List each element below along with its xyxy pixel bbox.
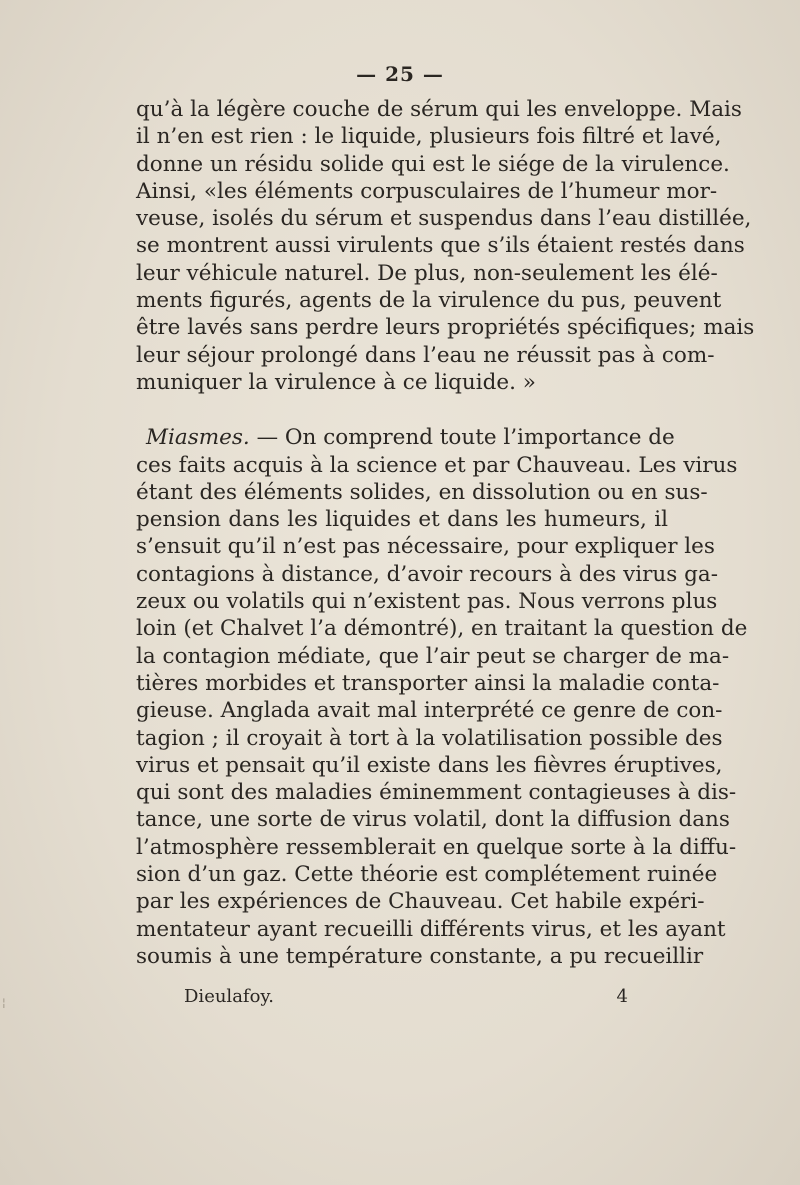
- signature-mark: Dieulafoy.: [184, 986, 274, 1007]
- text-line: virus et pensait qu’il existe dans les fièvres éruptives,: [136, 752, 723, 778]
- paragraph-gap: [136, 396, 668, 424]
- text-line: leur séjour prolongé dans l’eau ne réussit pas à com-: [136, 342, 715, 368]
- text-line: Ainsi, «les éléments corpusculaires de l’humeur mor-: [136, 178, 718, 204]
- text-line: l’atmosphère ressemblerait en quelque sorte à la diffu-: [136, 834, 737, 860]
- text-line: zeux ou volatils qui n’existent pas. Nous verrons plus: [136, 589, 718, 615]
- text-line: qui sont des maladies éminemment contagieuses à dis-: [136, 780, 737, 806]
- text-line: étant des éléments solides, en dissolution ou en sus-: [136, 479, 708, 505]
- text-line: mentateur ayant recueilli différents virus, et les ayant: [136, 916, 726, 942]
- text-line: la contagion médiate, que l’air peut se charger de ma-: [136, 643, 730, 669]
- text-line: tières morbides et transporter ainsi la maladie conta-: [136, 670, 720, 696]
- text-line: tagion ; il croyait à tort à la volatilisation possible des: [136, 725, 723, 751]
- text-line: s’ensuit qu’il n’est pas nécessaire, pour expliquer les: [136, 534, 715, 560]
- text-line: ces faits acquis à la science et par Chauveau. Les virus: [136, 452, 738, 478]
- text-line: leur véhicule naturel. De plus, non-seulement les élé-: [136, 260, 718, 286]
- text-line: gieuse. Anglada avait mal interprété ce genre de con-: [136, 698, 723, 724]
- text-line: tance, une sorte de virus volatil, dont la diffusion dans: [136, 807, 730, 833]
- text-line: il n’en est rien : le liquide, plusieurs fois filtré et lavé,: [136, 124, 722, 150]
- section-first-line-text: — On comprend toute l’importance de: [249, 425, 675, 451]
- text-line: pension dans les liquides et dans les humeurs, il: [136, 507, 668, 533]
- margin-speck: ¦: [2, 996, 6, 1009]
- body-text: [136, 96, 755, 970]
- text-line: soumis à une température constante, a pu recueillir: [136, 943, 704, 969]
- text-line: ments figurés, agents de la virulence du pus, peuvent: [136, 288, 722, 314]
- text-line: loin (et Chalvet l’a démontré), en traitant la question de: [136, 616, 748, 642]
- section-title: Miasmes.: [146, 425, 250, 451]
- section-first-line: [136, 424, 675, 451]
- sheet-number: 4: [616, 986, 628, 1007]
- text-line: par les expériences de Chauveau. Cet habile expéri-: [136, 889, 705, 915]
- text-line: veuse, isolés du sérum et suspendus dans l’eau distillée,: [136, 206, 752, 232]
- page-number: — 25 —: [356, 62, 444, 86]
- text-line: muniquer la virulence à ce liquide. »: [136, 369, 536, 395]
- text-line: être lavés sans perdre leurs propriétés spécifiques; mais: [136, 315, 755, 341]
- text-line: sion d’un gaz. Cette théorie est complétement ruinée: [136, 862, 718, 888]
- page-footer: [136, 986, 668, 1012]
- text-line: contagions à distance, d’avoir recours à des virus ga-: [136, 561, 718, 587]
- text-line: se montrent aussi virulents que s’ils étaient restés dans: [136, 233, 745, 259]
- text-line: donne un résidu solide qui est le siége de la virulence.: [136, 151, 730, 177]
- text-line: qu’à la légère couche de sérum qui les enveloppe. Mais: [136, 97, 742, 122]
